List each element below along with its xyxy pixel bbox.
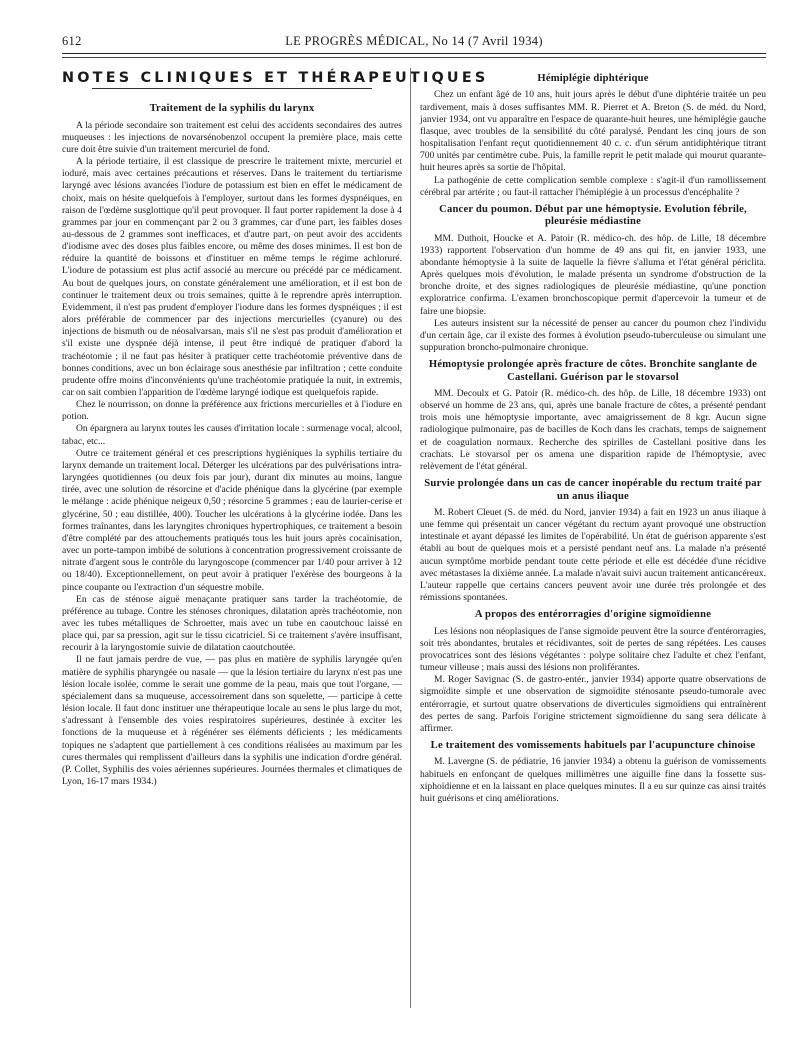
paragraph: MM. Duthoit, Houcke et A. Patoir (R. médico-ch. des hôp. de Lille, 18 décembre 1933) rapportent l'observation d'un homme de 49 ans qui fit, en janvier 1933, une abondante hémoptysie à la suite de laquelle la fièvre s'alluma et l'état général périclita. Après quelques mois d'évolution, le malade présenta un syndrome d'obstruction de la bronche droite, et des signes radiologiques de pleurésie médiastine, qu'une ponction exploratrice confirma. L'examen bronchoscopique permit d'apercevoir la tumeur et de faire une biopsie.: [420, 232, 766, 317]
paragraph: Les auteurs insistent sur la nécessité de penser au cancer du poumon chez l'individu d'un certain âge, car il existe des formes à évolution pseudo-tuberculeuse ou simulant une suppuration broncho-pulmonaire chronique.: [420, 317, 766, 354]
paragraph: Les lésions non néoplasiques de l'anse sigmoïde peuvent être la source d'entérorragies, soit très abondantes, brutales et récidivantes, soit de pertes de sang répétées. Les causes provocatrices sont des lésions végétantes : polype solitaire chez l'adulte et chez l'enfant, tumeur villeuse ; mais aussi des lésions non proliférantes.: [420, 625, 766, 674]
paragraph: M. Robert Cleuet (S. de méd. du Nord, janvier 1934) a fait en 1923 un anus iliaque à une femme qui présentait un cancer végétant du rectum ayant provoqué une obstruction intestinale et ayant dépassé les limites de l'opérabilité. Un état de guérison apparente s'est établi au bout de quelques mois et a persisté pendant neuf ans. La malade n'a présenté aucun symptôme morbide pendant toute cette période et elle est décédée d'une récidive avec métastases la dixième année. La malade n'avait suivi aucun traitement anticancéreux. L'auteur rappelle que certains cancers peuvent avoir une durée très prolongée et des rémissions spontanées.: [420, 506, 766, 603]
paragraph: Chez un enfant âgé de 10 ans, huit jours après le début d'une diphtérie traitée un peu tardivement, mais à doses suffisantes MM. R. Pierret et A. Breton (S. de méd. du Nord, janvier 1934, ont vu apparaître en l'espace de quarante-huit heures, une hémiplégie gauche flasque, avec troubles de la sensibilité du côté paralysé. Pendant les cinq jours de son hospitalisation l'enfant reçut quotidiennement 40 c. c. d'un sérum antidiphtérique titrant 700 unités par centimètre cube. Puis, la famille reprit le petit malade qui mourut quarante-huit heures après sa sortie de l'hôpital.: [420, 89, 766, 174]
article: [420, 359, 766, 473]
column-divider: [410, 68, 411, 1008]
paragraph: Il ne faut jamais perdre de vue, — pas plus en matière de syphilis laryngée qu'en matière de syphilis pharyngée ou nasale — que la lésion tertiaire du larynx n'est pas une lésion locale isolée, comme le serait une gomme de la peau, mais que tout l'organe, — spécialement dans sa muqueuse, accessoirement dans son squelette, — participe à cette lésion locale. Il faut donc instituer une thérapeutique locale au sens le plus large du mot, s'adressant à l'ensemble des voies respiratoires supérieures, destinée à exciter les fonctions de la muqueuse et à régénérer ses éléments déficients ; les médicaments topiques ne s'adaptent que partiellement à ces conditions réalisées au maximum par les cures thermales qui remplissent d'ailleurs dans la syphilis une indication d'ordre général. (P. Collet, Syphilis des voies aériennes supérieures. Journées thermales et climatiques de Lyon, 16-17 mars 1934.): [62, 654, 402, 787]
article-title: Cancer du poumon. Début par une hémoptysie. Evolution fébrile, pleurésie médiastine: [439, 203, 747, 228]
paragraph: MM. Decoulx et G. Patoir (R. médico-ch. des hôp. de Lille, 18 décembre 1933) ont observé un homme de 23 ans, qui, après une banale fracture de côtes, a présenté pendant trois mois une hémoptysie importante, avec amaigrissement de 8 kgr. Aucun signe radiologique pulmonaire, pas de bacilles de Koch dans les crachats, temps de saignement et de coagulation normaux. Recherche des spirilles de Castellani positive dans les crachats. Le stovarsol per os amena une disparition rapide de l'hémoptysie, avec relèvement de l'état général.: [420, 388, 766, 472]
article-title: Hémiplégie diphtérique: [537, 73, 649, 84]
article-title: Le traitement des vomissements habituels par l'acupuncture chinoise: [430, 739, 756, 751]
left-column: [62, 68, 489, 1048]
article-title: Survie prolongée dans un cas de cancer inopérable du rectum traité par un anus iliaque: [424, 478, 762, 502]
article: [420, 740, 766, 805]
paragraph: Outre ce traitement général et ces prescriptions hygiéniques la syphilis tertiaire du larynx demande un traitement local. Déterger les ulcérations par des pulvérisations intra-laryngées quotidiennes (ou deux fois par jour), durant dix minutes au moins, langue tirée, avec une solution de résorcine et d'acide phénique dans la glycérine (par exemple le mélange : acide phénique neigeux 0,50 ; résorcine 5 grammes ; eau de laurier-cerise et glycérine, 50 ; eau distillée, 400). Toucher les ulcérations à la glycérine iodée. Dans les formes traînantes, dans les laryngites chroniques hypertrophiques, ce traitement a besoin d'être complété par des attouchements pratiqués tous les huit jours après cocaïnisation, avec un porte-tampon imbibé de solutions à concentration progressivement croissante de nitrate d'argent sous le contrôle du laryngoscope (commencer par 1/40 pour arriver à 12 ou 18/40). Exceptionnellement, on peut avoir à pratiquer l'exérèse des bourgeons à la pince coupante ou l'extraction d'un séquestre mobile.: [62, 447, 402, 593]
paragraph: En cas de sténose aiguë menaçante pratiquer sans tarder la trachéotomie, de préférence au tubage. Contre les sténoses chroniques, dilatation après trachéotomie, non avec les tubes métalliques de Schroetter, mais avec un tube en caoutchouc laissé en place qui, par sa pression, agit sur le tissu cicatriciel. Si ce traitement s'avère insuffisant, recourir à la laryngostomie suivie de dilatation caoutchoutée.: [62, 593, 402, 654]
paragraph: A la période tertiaire, il est classique de prescrire le traitement mixte, mercuriel et ioduré, mais avec certaines précautions et réserves. Dans le traitement du tertiarisme laryngé avec lésions avancées l'iodure de potassium est bien en effet le médicament de choix, mais on hésite quelquefois à l'employer, surtout dans les formes dyspnéiques, en raison de l'œdème susglottique qu'il peut provoquer. Il faut porter rapidement la dose à 4 grammes par jour en commençant par 2 ou 3 grammes, car d'une part, les faibles doses au-dessous de 2 grammes sont inefficaces, et d'autre part, on peut avoir des accidents d'iodisme avec des doses plus faibles encore, ou même des doses minimes. Il est bon de réduire la quantité de boissons et d'instituer en même temps le régime achloruré. L'iodure de potassium est plus actif associé au mercure ou précédé par ce médicament. Au bout de quelques jours, on constate généralement une amélioration, et il est bon de continuer le traitement deux ou trois semaines, quitte à le reprendre après interruption. Evidemment, il n'est pas prudent d'employer l'iodure dans les formes dyspnéiques ; il est alors préférable de commencer par des injections mercurielles (cyanure) ou des injections de bismuth ou de néosalvarsan, mais s'il ne s'est pas produit d'amélioration et s'il existe une dyspnée déjà intense, il peut être indiqué de pratiquer d'abord la trachéotomie ; il ne faut pas hésiter à pratiquer cette trachéotomie préventive dans de bonnes conditions, avec un bon éclairage sous anesthésie par infiltration ; cette conduite prudente offre moins d'inconvénients qu'une trachéotomie pratiquée la nuit, in extremis, car on sait combien l'apparition de l'œdème laryngé iodique est quelquefois rapide.: [62, 156, 402, 398]
running-title: LE PROGRÈS MÉDICAL, No 14 (7 Avril 1934): [285, 34, 543, 48]
right-column: [420, 68, 766, 1048]
running-header: [62, 34, 766, 52]
paragraph: A la période secondaire son traitement est celui des accidents secondaires des autres muqueuses : les injections de novarsénobenzol occupent la première place, mais cette cure doit être suivie d'un traitement mercuriel de fond.: [62, 119, 402, 155]
article-title: Traitement de la syphilis du larynx: [149, 103, 315, 115]
article: [420, 609, 766, 735]
paragraph: Chez le nourrisson, on donne la préférence aux frictions mercurielles et à l'iodure en potion.: [62, 399, 402, 423]
article-title: A propos des entérorragies d'origine sigmoïdienne: [474, 609, 712, 621]
article-title: Hémoptysie prolongée après fracture de côtes. Bronchite sanglante de Castellani. Guérison par le stovarsol: [428, 359, 758, 383]
header-rule-thin: [62, 57, 766, 58]
header-rule: [62, 53, 766, 54]
paragraph: M. Lavergne (S. de pédiatrie, 16 janvier 1934) a obtenu la guérison de vomissements habituels en enfonçant de quelques millimètres une aiguille fine dans la fossette sus-xiphoïdienne et en la laissant en place quelques minutes. Il a eu sur quinze cas ainsi traités huit guérisons et cinq améliorations.: [420, 756, 766, 804]
paragraph: La pathogénie de cette complication semble complexe : s'agit-il d'un ramollissement cérébral par artérite ; ou faut-il rattacher l'hémiplégie à un processus d'encéphalite ?: [420, 174, 766, 198]
section-heading: NOTES CLINIQUES ET THÉRAPEUTIQUES: [62, 70, 489, 86]
article: [420, 478, 766, 604]
section-rule: [92, 88, 372, 89]
paragraph: M. Roger Savignac (S. de gastro-entér., janvier 1934) apporte quatre observations de sigmoïdite simple et une observation de sigmoïdite sténosante pseudo-tumorale avec entérorragie, et surtout quatre observations de diverticules sigmoïdiens qui entraînèrent des pertes de sang. Parfois l'origine strictement sigmoïdienne du sang sera délicate à affirmer.: [420, 674, 766, 734]
article: [420, 204, 766, 354]
article: [420, 73, 766, 199]
article-body: [62, 120, 402, 789]
page-number: 612: [62, 34, 82, 48]
paragraph: On épargnera au larynx toutes les causes d'irritation locale : surmenage vocal, alcool, tabac, etc...: [62, 423, 402, 447]
